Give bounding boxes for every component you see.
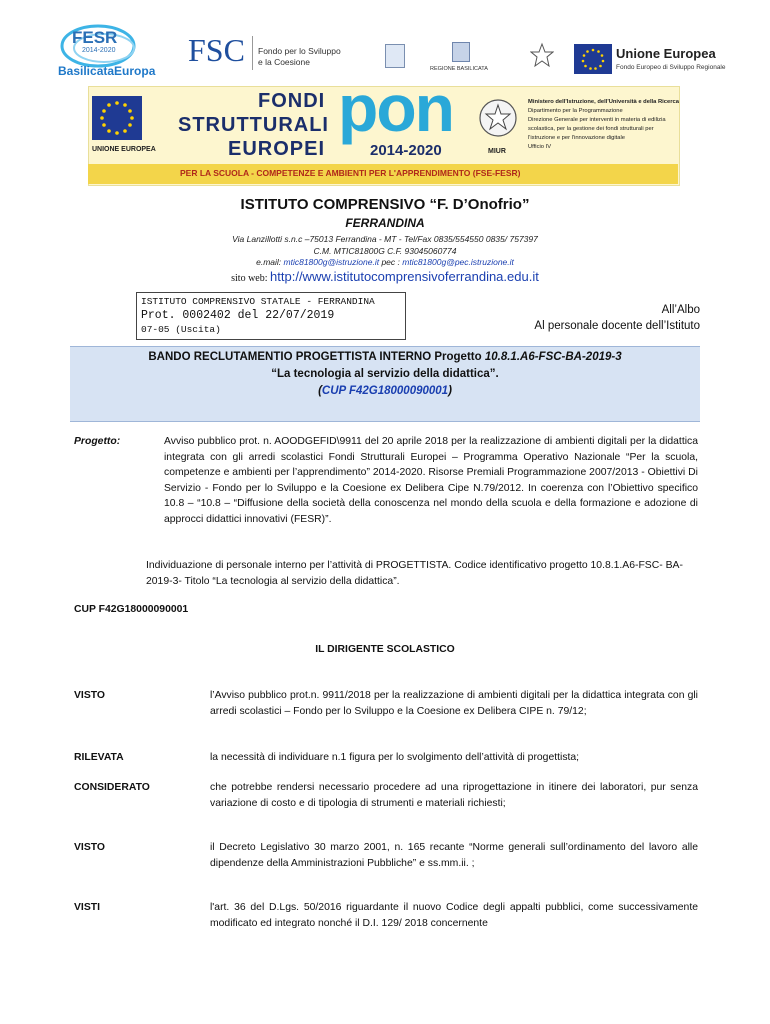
ministry-line-1: Ministero dell'Istruzione, dell'Università e della Ricerca (528, 99, 679, 105)
web-prefix: sito web: (231, 273, 271, 284)
progetto-text: Avviso pubblico prot. n. AOODGEFID\9911 del 20 aprile 2018 per la realizzazione di ambienti digitali per la didattica integrata con gli arredi scolastici Fondi Strutturali Europei – Programma Operativo Nazionale “Per la scuola, competenze e ambienti per l’apprendimento” 2014-2020. Risorse Premiali Programmazione 2007/2013 - Obiettivi Di Servizio - Fondo per lo Sviluppo e la Coesione ex Delibera Cipe N.79/2012. In coerenza con l’Obiettivo specifico 10.8 – “10.8 – “Diffusione della società della conoscenza nel mondo della scuola e della formazione e adozione di approcci didattici innovativi (FESR)”. (164, 436, 698, 525)
bando-cup: CUP F42G18000090001 (321, 385, 449, 397)
bando-paren-close: ) (448, 385, 452, 397)
fesr-years: 2014-2020 (82, 47, 116, 54)
coat-of-arms-icon (385, 44, 405, 68)
school-web (0, 268, 770, 286)
school-title: ISTITUTO COMPRENSIVO “F. D’Onofrio” (240, 196, 530, 213)
fondi-line-3: EUROPEI (228, 138, 326, 160)
ministry-line-5: l'istruzione e per l'innovazione digitale (528, 135, 625, 141)
email-link[interactable]: mtic81800g@istruzione.it (283, 257, 380, 267)
clause-text-rilevata: la necessità di individuare n.1 figura per lo svolgimento dell’attività di progettista; (210, 752, 580, 763)
bando-paren-open: ( (318, 385, 322, 397)
web-link[interactable]: http://www.istitutocomprensivoferrandina.edu.it (270, 269, 539, 284)
clause-text-visti: l'art. 36 del D.Lgs. 50/2016 riguardante il nuovo Codice degli appalti pubblici, come successivamente modificato ed integrato nonché il D.I. 129/ 2018 concernente (210, 902, 698, 929)
dirigente-heading: IL DIRIGENTE SCOLASTICO (315, 644, 455, 655)
ministry-line-2: Dipartimento per la Programmazione (528, 108, 623, 114)
fsc-divider (252, 36, 253, 70)
clause-text-considerato: che potrebbe rendersi necessario procedere ad una riprogettazione in itinere dei laboratori, pur senza variazione di costo e di tipologia di strumenti e materiali richiesti; (210, 782, 698, 809)
clause-label-visto-1: VISTO (74, 690, 105, 701)
pec-link[interactable]: mtic81800g@pec.istruzione.it (402, 257, 514, 267)
fesr-title: FESR (72, 28, 118, 47)
clause-text-visto-2: il Decreto Legislativo 30 marzo 2001, n. 165 recante “Norme generali sull’ordinamento del lavoro alle dipendenze della Amministrazioni Pubbliche” e ss.mm.ii. ; (210, 842, 698, 869)
eu-logo (574, 44, 754, 76)
clause-label-visto-2: VISTO (74, 842, 105, 853)
school-contacts (0, 257, 770, 267)
bando-prefix: BANDO RECLUTAMENTIO PROGETTISTA INTERNO Progetto (148, 351, 485, 363)
email-prefix: e.mail: (256, 257, 284, 267)
clause-text-visto-1: l’Avviso pubblico prot.n. 9911/2018 per la realizzazione di ambienti digitali per la didattica integrata con gli arredi scolastici – Fondo per lo Sviluppo e la Coesione ex Delibera CIPE n. 79/12; (210, 690, 698, 717)
banner-ue-label: UNIONE EUROPEA (92, 146, 156, 153)
ministry-line-4: scolastica, per la gestione dei fondi strutturali per (528, 126, 654, 132)
fesr-logo (58, 20, 170, 80)
protocol-line-3: 07-05 (Uscita) (141, 324, 221, 335)
eu-banner-flag-icon (92, 96, 142, 140)
fondi-line-1: FONDI (258, 90, 326, 112)
bando-line-3 (70, 383, 700, 400)
protocol-line-1: ISTITUTO COMPRENSIVO STATALE - FERRANDINA (141, 296, 375, 307)
school-city: FERRANDINA (345, 216, 425, 230)
fsc-line2: e la Coesione (258, 57, 310, 67)
eu-title: Unione Europea (616, 46, 716, 61)
miur-label: MIUR (488, 148, 506, 155)
school-address: Via Lanzillotti s.n.c –75013 Ferrandina - MT - Tel/Fax 0835/554550 0835/ 757397 (232, 234, 538, 244)
bando-line-1 (70, 349, 700, 366)
fsc-line1: Fondo per lo Sviluppo (258, 46, 341, 56)
fesr-basilicata: BasilicataEuropa (58, 64, 156, 78)
ministry-line-6: Ufficio IV (528, 144, 552, 150)
pon-word: pon (338, 71, 453, 145)
progetto-label: Progetto: (74, 436, 121, 447)
pon-tagline: PER LA SCUOLA - COMPETENZE E AMBIENTI PER L'APPRENDIMENTO (FSE-FESR) (180, 168, 521, 178)
clause-label-considerato: CONSIDERATO (74, 782, 150, 793)
italy-emblem-icon (530, 42, 554, 70)
bando-line-2: “La tecnologia al servizio della didattica”. (271, 368, 499, 380)
republic-emblem-icon (478, 96, 518, 140)
fsc-logo (188, 32, 348, 76)
eu-subtitle: Fondo Europeo di Sviluppo Regionale (616, 64, 726, 71)
bando-code: 10.8.1.A6-FSC-BA-2019-3 (484, 351, 622, 363)
recipient-albo: All’Albo (661, 304, 700, 316)
school-codes: C.M. MTIC81800G C.F. 93045060774 (313, 246, 457, 256)
regione-label: REGIONE BASILICATA (430, 66, 488, 72)
fsc-abbr: FSC (188, 32, 245, 68)
bando-box (70, 346, 700, 422)
cup-code: CUP F42G18000090001 (74, 604, 189, 615)
pon-years: 2014-2020 (370, 142, 442, 159)
recipient-docenti: Al personale docente dell’Istituto (534, 320, 700, 332)
protocol-stamp (136, 292, 406, 340)
clause-label-visti: VISTI (74, 902, 100, 913)
pec-prefix: pec : (379, 257, 403, 267)
ministry-line-3: Direzione Generale per interventi in materia di edilizia (528, 117, 666, 123)
fondi-line-2: STRUTTURALI (178, 114, 329, 136)
eu-flag-icon (574, 44, 612, 74)
clause-label-rilevata: RILEVATA (74, 752, 124, 763)
regione-emblem-icon (452, 42, 470, 62)
protocol-line-2: Prot. 0002402 del 22/07/2019 (141, 309, 335, 322)
individuazione-text: Individuazione di personale interno per l’attività di PROGETTISTA. Codice identificativo progetto 10.8.1.A6-FSC- BA-2019-3- Titolo “La tecnologia al servizio della didattica”. (146, 560, 683, 587)
